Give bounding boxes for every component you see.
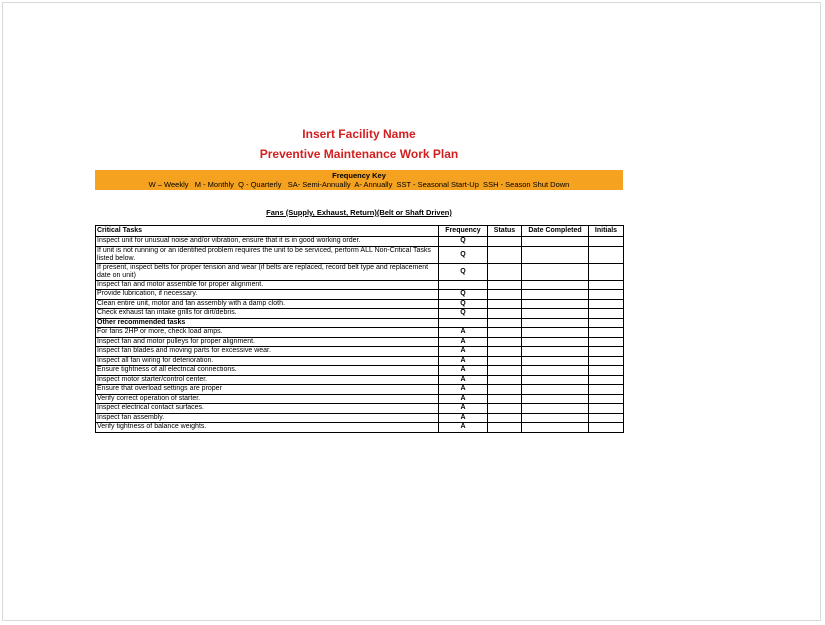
initials-cell[interactable]: [589, 413, 624, 423]
task-frequency: A: [439, 366, 488, 376]
task-frequency: Q: [439, 263, 488, 280]
status-cell[interactable]: [488, 318, 522, 328]
task-description: Inspect fan assembly.: [96, 413, 439, 423]
task-description: Inspect unit for unusual noise and/or vibration, ensure that it is in good working order.: [96, 237, 439, 247]
status-cell[interactable]: [488, 299, 522, 309]
initials-cell[interactable]: [589, 356, 624, 366]
task-frequency: A: [439, 394, 488, 404]
date-completed-cell[interactable]: [522, 375, 589, 385]
facility-name: Insert Facility Name: [302, 127, 416, 141]
frequency-key-legend: W – Weekly M - Monthly Q - Quarterly SA- Semi-Annually A- Annually SST - Seasonal Start-Up SSH - Season Shut Down: [148, 180, 570, 189]
status-cell[interactable]: [488, 385, 522, 395]
status-cell[interactable]: [488, 290, 522, 300]
table-row: [96, 375, 624, 385]
date-completed-cell[interactable]: [522, 413, 589, 423]
initials-cell[interactable]: [589, 246, 624, 263]
frequency-key-banner: [95, 170, 623, 190]
section-title: Fans (Supply, Exhaust, Return)(Belt or Shaft Driven): [266, 208, 452, 217]
table-row: [96, 347, 624, 357]
table-row: [96, 280, 624, 290]
task-frequency: A: [439, 375, 488, 385]
initials-cell[interactable]: [589, 375, 624, 385]
initials-cell[interactable]: [589, 385, 624, 395]
task-description: Inspect fan and motor assemble for proper alignment.: [96, 280, 439, 290]
column-header-date-completed: Date Completed: [522, 226, 589, 237]
task-frequency: A: [439, 356, 488, 366]
date-completed-cell[interactable]: [522, 290, 589, 300]
initials-cell[interactable]: [589, 309, 624, 319]
task-description: Other recommended tasks: [96, 318, 439, 328]
initials-cell[interactable]: [589, 263, 624, 280]
date-completed-cell[interactable]: [522, 309, 589, 319]
column-header-frequency: Frequency: [439, 226, 488, 237]
status-cell[interactable]: [488, 423, 522, 433]
status-cell[interactable]: [488, 366, 522, 376]
initials-cell[interactable]: [589, 237, 624, 247]
date-completed-cell[interactable]: [522, 347, 589, 357]
task-frequency: A: [439, 404, 488, 414]
table-subheading-row: [96, 318, 624, 328]
task-frequency: A: [439, 385, 488, 395]
column-header-initials: Initials: [589, 226, 624, 237]
task-description: Inspect fan and motor pulleys for proper alignment.: [96, 337, 439, 347]
column-header-critical-tasks: Critical Tasks: [96, 226, 439, 237]
task-description: Clean entire unit, motor and fan assembly with a damp cloth.: [96, 299, 439, 309]
task-frequency: Q: [439, 237, 488, 247]
status-cell[interactable]: [488, 375, 522, 385]
initials-cell[interactable]: [589, 318, 624, 328]
status-cell[interactable]: [488, 347, 522, 357]
date-completed-cell[interactable]: [522, 366, 589, 376]
task-frequency: A: [439, 413, 488, 423]
date-completed-cell[interactable]: [522, 385, 589, 395]
task-frequency: Q: [439, 309, 488, 319]
task-frequency: Q: [439, 246, 488, 263]
plan-title: Preventive Maintenance Work Plan: [259, 147, 459, 161]
date-completed-cell[interactable]: [522, 299, 589, 309]
table-row: [96, 394, 624, 404]
initials-cell[interactable]: [589, 366, 624, 376]
task-frequency: [439, 318, 488, 328]
column-header-status: Status: [488, 226, 522, 237]
initials-cell[interactable]: [589, 337, 624, 347]
maintenance-task-table: [95, 225, 624, 433]
task-description: Ensure that overload settings are proper: [96, 385, 439, 395]
table-row: [96, 290, 624, 300]
status-cell[interactable]: [488, 263, 522, 280]
task-frequency: Q: [439, 299, 488, 309]
task-frequency: A: [439, 328, 488, 338]
table-row: [96, 299, 624, 309]
initials-cell[interactable]: [589, 394, 624, 404]
table-row: [96, 366, 624, 376]
task-description: Verify tightness of balance weights.: [96, 423, 439, 433]
initials-cell[interactable]: [589, 299, 624, 309]
date-completed-cell[interactable]: [522, 280, 589, 290]
task-frequency: A: [439, 347, 488, 357]
table-row: [96, 385, 624, 395]
status-cell[interactable]: [488, 328, 522, 338]
task-frequency: A: [439, 423, 488, 433]
initials-cell[interactable]: [589, 290, 624, 300]
task-description: For fans 2HP or more, check load amps.: [96, 328, 439, 338]
task-description: Inspect electrical contact surfaces.: [96, 404, 439, 414]
date-completed-cell[interactable]: [522, 246, 589, 263]
initials-cell[interactable]: [589, 404, 624, 414]
status-cell[interactable]: [488, 237, 522, 247]
table-row: [96, 337, 624, 347]
status-cell[interactable]: [488, 404, 522, 414]
status-cell[interactable]: [488, 309, 522, 319]
date-completed-cell[interactable]: [522, 404, 589, 414]
table-row: [96, 328, 624, 338]
date-completed-cell[interactable]: [522, 356, 589, 366]
status-cell[interactable]: [488, 280, 522, 290]
status-cell[interactable]: [488, 394, 522, 404]
table-row: [96, 404, 624, 414]
initials-cell[interactable]: [589, 328, 624, 338]
task-description: Ensure tightness of all electrical connections.: [96, 366, 439, 376]
task-description: Inspect all fan wiring for deterioration.: [96, 356, 439, 366]
initials-cell[interactable]: [589, 347, 624, 357]
task-frequency: Q: [439, 290, 488, 300]
task-description: Check exhaust fan intake grills for dirt/debris.: [96, 309, 439, 319]
status-cell[interactable]: [488, 413, 522, 423]
table-row: [96, 263, 624, 280]
task-description: If present, inspect belts for proper tension and wear (if belts are replaced, record belt type and replacement date on unit): [96, 263, 439, 280]
table-row: [96, 423, 624, 433]
date-completed-cell[interactable]: [522, 328, 589, 338]
table-row: [96, 356, 624, 366]
date-completed-cell[interactable]: [522, 318, 589, 328]
date-completed-cell[interactable]: [522, 423, 589, 433]
task-description: If unit is not running or an identified problem requires the unit to be serviced, perform ALL Non-Critical Tasks listed below.: [96, 246, 439, 263]
status-cell[interactable]: [488, 246, 522, 263]
table-row: [96, 246, 624, 263]
date-completed-cell[interactable]: [522, 394, 589, 404]
task-description: Verify correct operation of starter.: [96, 394, 439, 404]
table-row: [96, 237, 624, 247]
date-completed-cell[interactable]: [522, 337, 589, 347]
frequency-key-title: Frequency Key: [332, 171, 386, 180]
table-row: [96, 413, 624, 423]
status-cell[interactable]: [488, 356, 522, 366]
task-description: Provide lubrication, if necessary.: [96, 290, 439, 300]
task-frequency: A: [439, 337, 488, 347]
table-header-row: [96, 226, 624, 237]
status-cell[interactable]: [488, 337, 522, 347]
task-description: Inspect fan blades and moving parts for excessive wear.: [96, 347, 439, 357]
initials-cell[interactable]: [589, 423, 624, 433]
task-description: Inspect motor starter/control center.: [96, 375, 439, 385]
date-completed-cell[interactable]: [522, 237, 589, 247]
task-frequency: [439, 280, 488, 290]
table-row: [96, 309, 624, 319]
initials-cell[interactable]: [589, 280, 624, 290]
date-completed-cell[interactable]: [522, 263, 589, 280]
